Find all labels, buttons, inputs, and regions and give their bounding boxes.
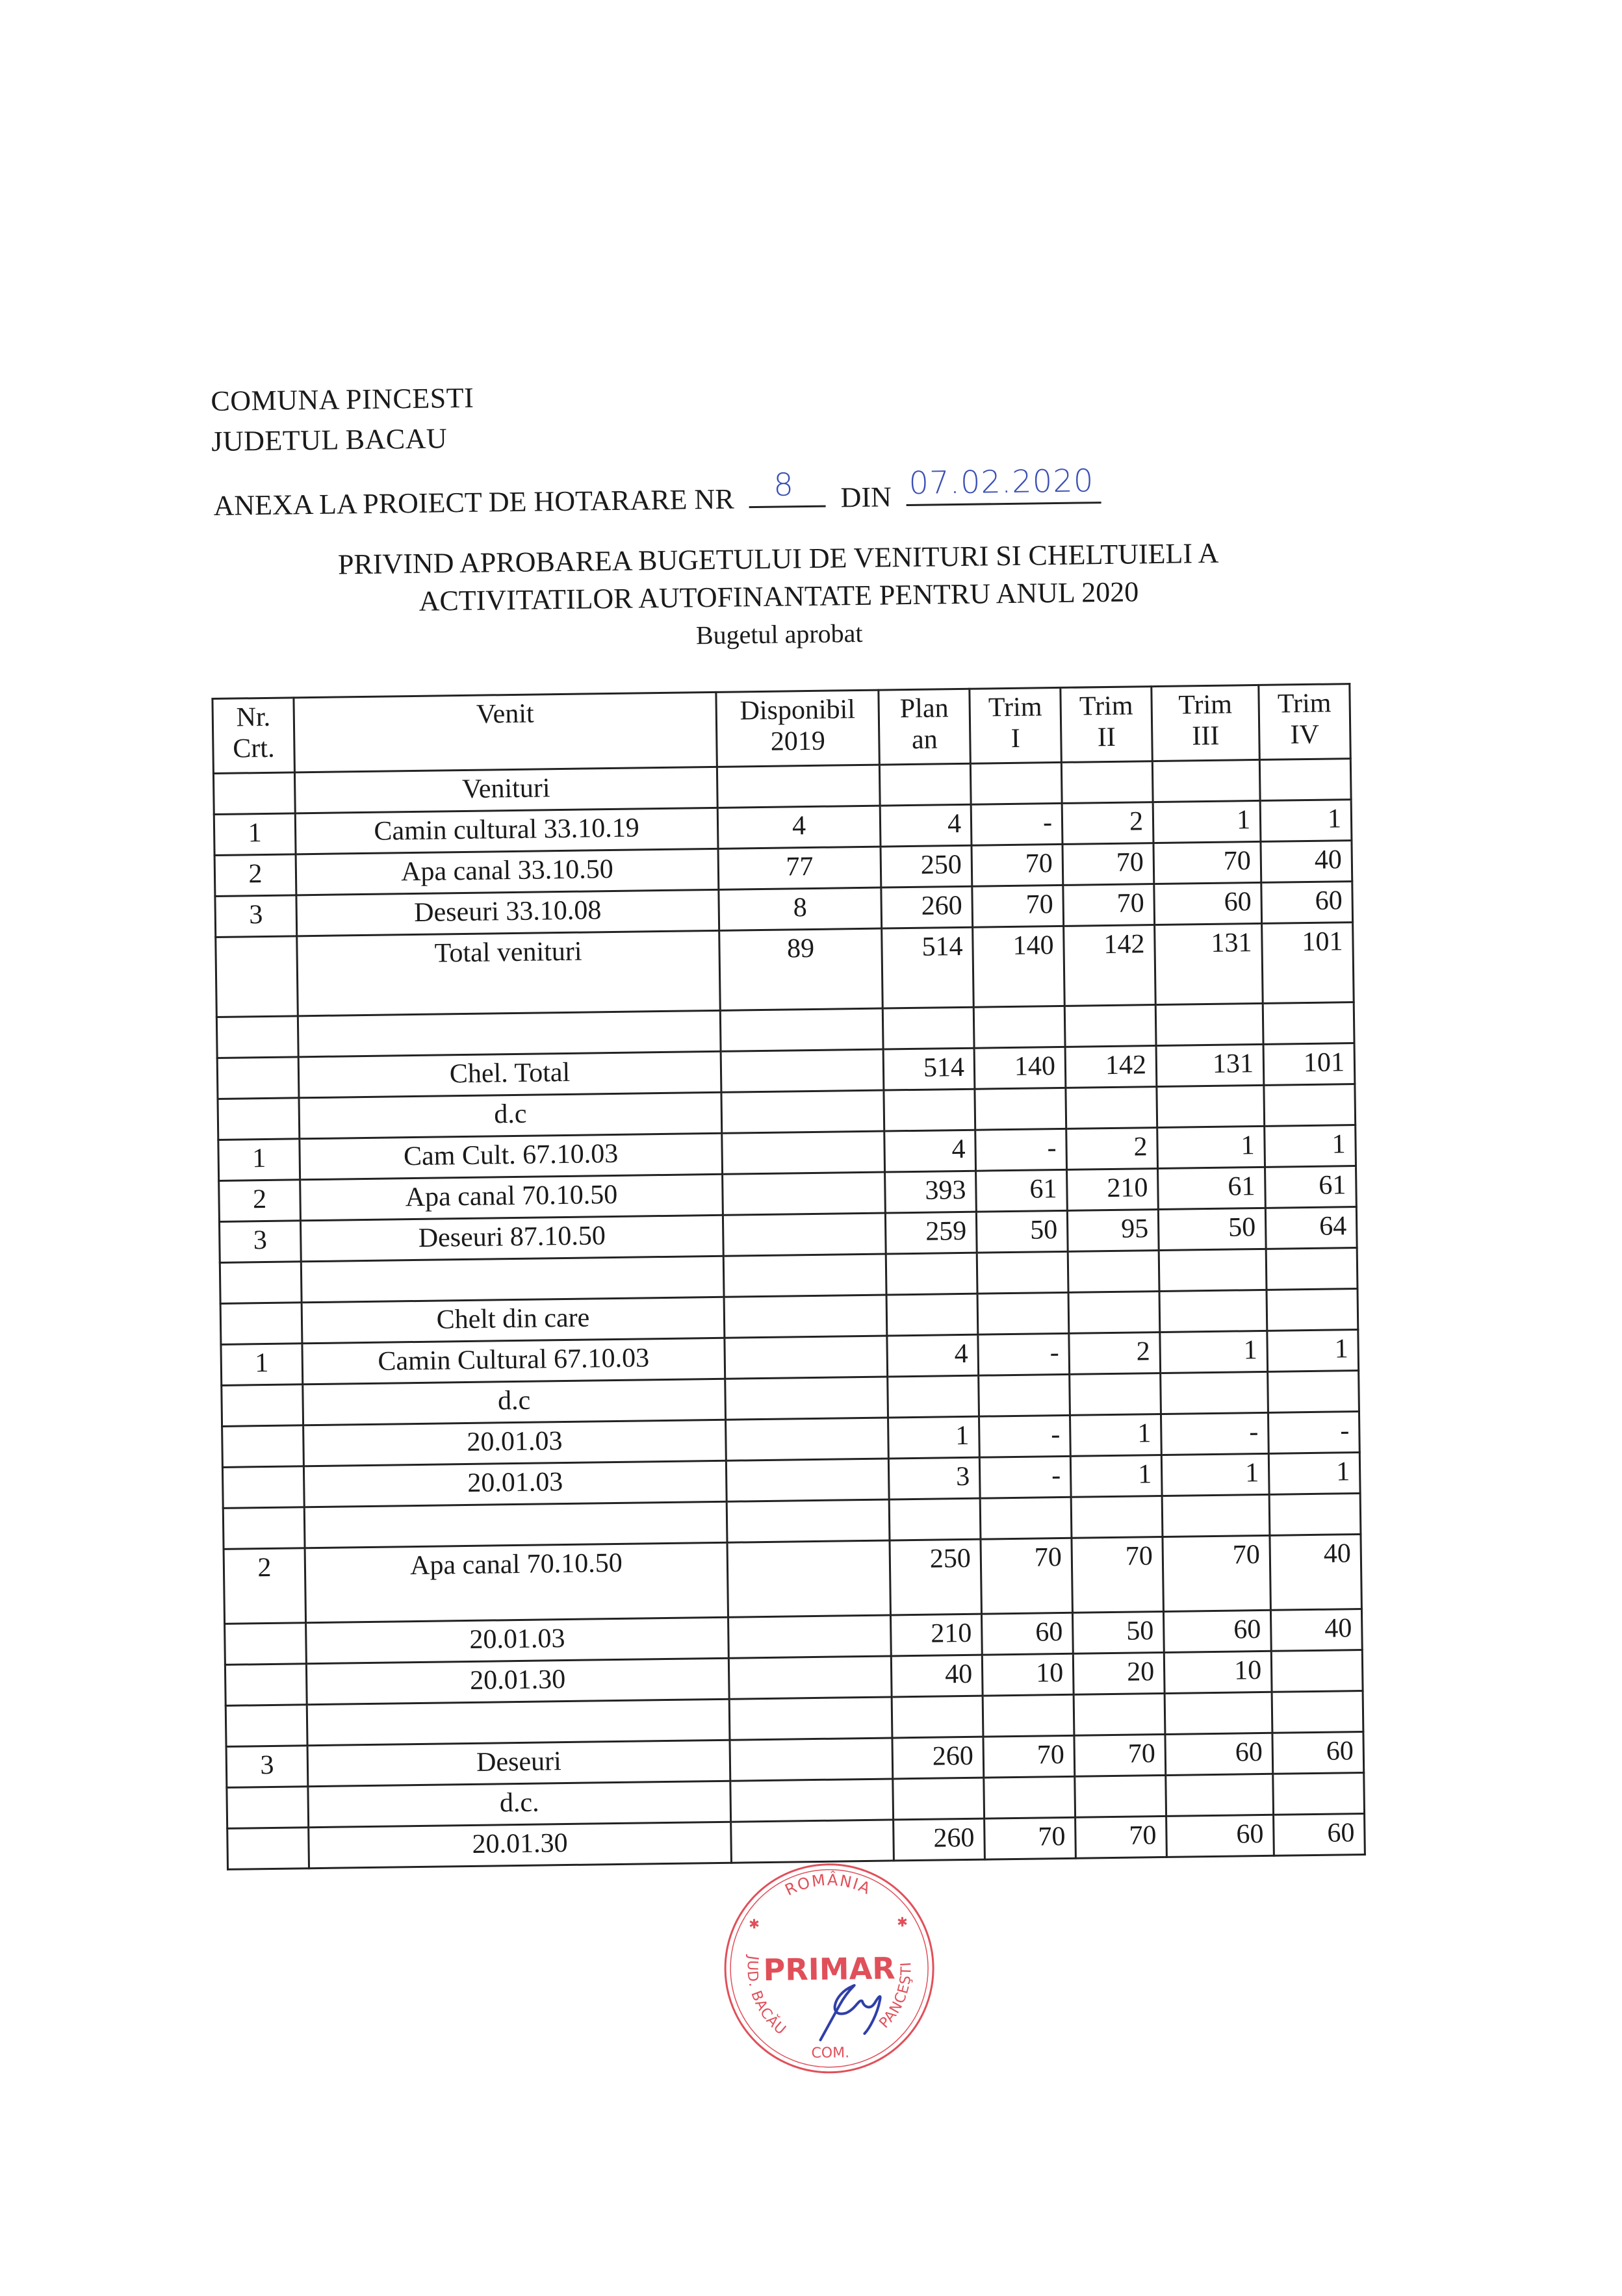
header-line-2: III bbox=[1192, 721, 1220, 752]
trim-4-cell bbox=[1263, 1002, 1354, 1045]
nr-crt-cell: 2 bbox=[219, 1180, 301, 1222]
label-cell: d.c. bbox=[308, 1781, 731, 1828]
trim-4-cell: 60 bbox=[1261, 882, 1353, 924]
plan-an-cell bbox=[879, 763, 971, 806]
header-plan-an bbox=[879, 689, 970, 765]
trim-2-cell bbox=[1066, 1087, 1157, 1129]
disponibil-cell bbox=[728, 1615, 892, 1658]
trim-3-cell: 1 bbox=[1161, 1453, 1269, 1496]
nr-crt-cell bbox=[216, 936, 298, 1017]
disponibil-cell bbox=[723, 1254, 886, 1297]
trim-2-cell: 2 bbox=[1066, 1128, 1158, 1170]
nr-crt-cell bbox=[213, 772, 295, 815]
trim-2-cell: 70 bbox=[1063, 884, 1155, 926]
nr-crt-cell bbox=[227, 1828, 309, 1870]
plan-an-cell bbox=[884, 1089, 975, 1131]
nr-crt-cell bbox=[225, 1623, 307, 1665]
mayor-signature bbox=[819, 1985, 881, 2040]
trim-3-cell: 1 bbox=[1160, 1331, 1268, 1373]
plan-an-cell bbox=[892, 1696, 983, 1738]
plan-an-cell: 250 bbox=[881, 845, 972, 887]
trim-2-cell: 50 bbox=[1072, 1611, 1164, 1653]
document-subtitle: Bugetul aprobat bbox=[695, 618, 863, 650]
handwritten-date: 07.02.2020 bbox=[908, 463, 1094, 502]
label-cell: Venituri bbox=[294, 767, 717, 813]
trim-4-cell: 1 bbox=[1265, 1125, 1356, 1167]
disponibil-cell bbox=[729, 1697, 892, 1740]
stamp-top-text: ROMÂNIA bbox=[782, 1870, 875, 1900]
disponibil-cell bbox=[725, 1377, 888, 1420]
trim-4-cell: 61 bbox=[1265, 1166, 1357, 1208]
label-cell bbox=[301, 1256, 724, 1303]
header-disponibil bbox=[716, 690, 879, 767]
trim-2-cell bbox=[1074, 1693, 1165, 1735]
disponibil-cell bbox=[726, 1418, 889, 1461]
plan-an-cell: 393 bbox=[885, 1171, 977, 1213]
trim-3-cell bbox=[1159, 1290, 1267, 1332]
trim-4-cell: 1 bbox=[1267, 1330, 1359, 1372]
disponibil-cell bbox=[723, 1172, 886, 1215]
trim-1-cell: 140 bbox=[974, 1047, 1066, 1089]
label-cell: 20.01.03 bbox=[303, 1420, 727, 1466]
trim-4-cell bbox=[1266, 1248, 1358, 1290]
nr-crt-cell: 2 bbox=[224, 1548, 305, 1624]
trim-1-cell bbox=[980, 1497, 1072, 1539]
label-cell: Deseuri 87.10.50 bbox=[300, 1215, 723, 1262]
annex-prefix: ANEXA LA PROIECT DE HOTARARE NR bbox=[213, 483, 734, 522]
trim-4-cell: 1 bbox=[1260, 800, 1352, 842]
plan-an-cell bbox=[893, 1778, 985, 1820]
label-cell: Camin Cultural 67.10.03 bbox=[302, 1338, 725, 1384]
disponibil-cell bbox=[722, 1131, 885, 1174]
stamp-star-right: ✱ bbox=[897, 1915, 908, 1930]
decision-number-field bbox=[749, 466, 826, 509]
trim-3-cell: 131 bbox=[1155, 923, 1263, 1004]
trim-1-cell bbox=[977, 1251, 1068, 1294]
label-cell: 20.01.30 bbox=[306, 1658, 729, 1705]
trim-4-cell: 60 bbox=[1272, 1731, 1364, 1774]
trim-3-cell: 131 bbox=[1156, 1044, 1264, 1086]
trim-4-cell bbox=[1272, 1690, 1363, 1733]
plan-an-cell: 3 bbox=[888, 1457, 980, 1499]
header-line-1: Trim bbox=[988, 692, 1042, 723]
trim-4-cell bbox=[1271, 1650, 1363, 1692]
trim-2-cell: 2 bbox=[1069, 1333, 1161, 1375]
disponibil-cell bbox=[717, 765, 880, 808]
trim-3-cell: 60 bbox=[1166, 1815, 1274, 1857]
nr-crt-cell bbox=[225, 1705, 307, 1747]
disponibil-cell bbox=[721, 1049, 884, 1092]
trim-4-cell: 40 bbox=[1261, 841, 1352, 883]
trim-2-cell: 1 bbox=[1070, 1455, 1162, 1498]
disponibil-cell bbox=[720, 1008, 883, 1051]
trim-2-cell: 70 bbox=[1075, 1816, 1167, 1858]
plan-an-cell bbox=[888, 1375, 979, 1418]
trim-4-cell: 101 bbox=[1263, 1043, 1355, 1086]
plan-an-cell: 260 bbox=[894, 1818, 985, 1861]
trim-1-cell: 10 bbox=[982, 1653, 1074, 1696]
plan-an-cell: 260 bbox=[881, 886, 973, 928]
trim-4-cell bbox=[1269, 1494, 1361, 1536]
trim-4-cell bbox=[1268, 1371, 1359, 1413]
trim-3-cell bbox=[1152, 759, 1260, 802]
trim-2-cell bbox=[1070, 1373, 1161, 1416]
annex-line bbox=[213, 463, 1101, 524]
nr-crt-cell bbox=[222, 1466, 304, 1509]
nr-crt-cell bbox=[218, 1098, 300, 1140]
nr-crt-cell bbox=[222, 1425, 304, 1468]
trim-4-cell: 40 bbox=[1270, 1609, 1362, 1651]
nr-crt-cell bbox=[222, 1384, 303, 1427]
header-line-2: an bbox=[911, 724, 938, 755]
trim-2-cell bbox=[1061, 761, 1153, 804]
label-cell: Deseuri 33.10.08 bbox=[296, 889, 719, 936]
trim-2-cell: 2 bbox=[1062, 802, 1153, 845]
trim-1-cell bbox=[983, 1694, 1074, 1737]
nr-crt-cell: 1 bbox=[218, 1139, 300, 1181]
plan-an-cell: 260 bbox=[892, 1737, 984, 1779]
plan-an-cell: 250 bbox=[890, 1539, 981, 1615]
label-cell: Apa canal 70.10.50 bbox=[300, 1174, 723, 1221]
header-trim-2 bbox=[1061, 687, 1152, 763]
label-cell bbox=[304, 1501, 727, 1548]
plan-an-cell: 4 bbox=[884, 1130, 976, 1172]
stamp-left-text: JUD. BACĂU bbox=[743, 1954, 790, 2039]
commune-name: COMUNA PINCESTI bbox=[211, 381, 474, 418]
nr-crt-cell bbox=[216, 1016, 298, 1058]
document-title-line2: ACTIVITATILOR AUTOFINANTATE PENTRU ANUL 2020 bbox=[418, 576, 1139, 617]
header-line-1: Nr. bbox=[236, 702, 271, 733]
trim-2-cell: 70 bbox=[1074, 1734, 1166, 1776]
label-cell bbox=[298, 1010, 721, 1057]
trim-3-cell bbox=[1161, 1371, 1268, 1414]
nr-crt-cell: 2 bbox=[214, 854, 296, 897]
trim-1-cell: 70 bbox=[981, 1538, 1072, 1614]
trim-1-cell: 70 bbox=[972, 885, 1064, 927]
trim-2-cell: 20 bbox=[1073, 1652, 1165, 1694]
label-cell: Chelt din care bbox=[302, 1297, 725, 1344]
label-cell: Apa canal 33.10.50 bbox=[296, 848, 719, 895]
plan-an-cell: 514 bbox=[883, 1048, 975, 1090]
disponibil-cell bbox=[730, 1779, 894, 1822]
nr-crt-cell bbox=[220, 1303, 302, 1345]
trim-2-cell: 210 bbox=[1067, 1169, 1159, 1211]
trim-3-cell: 1 bbox=[1153, 800, 1261, 843]
county-name: JUDETUL BACAU bbox=[211, 422, 448, 458]
plan-an-cell bbox=[886, 1294, 978, 1336]
stamp-right-text: PANCEŞTI bbox=[876, 1961, 915, 2032]
header-venit: Venit bbox=[294, 692, 717, 772]
disponibil-cell: 89 bbox=[719, 928, 883, 1010]
trim-1-cell: - bbox=[979, 1415, 1070, 1457]
plan-an-cell: 4 bbox=[887, 1334, 979, 1377]
trim-3-cell bbox=[1157, 1085, 1265, 1127]
trim-1-cell: 70 bbox=[972, 844, 1063, 886]
header-nr-crt bbox=[212, 698, 294, 774]
trim-3-cell bbox=[1166, 1774, 1274, 1816]
trim-3-cell: 61 bbox=[1158, 1167, 1266, 1209]
label-cell: d.c bbox=[299, 1092, 722, 1139]
label-cell: Chel. Total bbox=[298, 1051, 721, 1098]
plan-an-cell: 210 bbox=[890, 1614, 982, 1656]
document-title-line1: PRIVIND APROBAREA BUGETULUI DE VENITURI SI CHELTUIELI A bbox=[337, 537, 1219, 581]
trim-1-cell: 61 bbox=[976, 1169, 1068, 1212]
header-line-2: 2019 bbox=[770, 726, 826, 757]
trim-4-cell bbox=[1267, 1289, 1358, 1331]
label-cell: Total venituri bbox=[297, 930, 721, 1015]
din-label: DIN bbox=[840, 481, 892, 514]
trim-3-cell bbox=[1165, 1692, 1272, 1734]
trim-2-cell bbox=[1075, 1775, 1166, 1817]
header-line-1: Trim bbox=[1178, 689, 1233, 721]
trim-4-cell bbox=[1264, 1084, 1356, 1127]
plan-an-cell bbox=[886, 1253, 977, 1295]
trim-1-cell bbox=[973, 1006, 1065, 1048]
trim-1-cell bbox=[977, 1292, 1069, 1334]
trim-2-cell bbox=[1068, 1251, 1159, 1293]
trim-1-cell bbox=[984, 1776, 1075, 1818]
table-row bbox=[216, 923, 1354, 1017]
nr-crt-cell: 3 bbox=[219, 1221, 301, 1263]
stamp-star-left: ✱ bbox=[749, 1917, 760, 1932]
header-line-1: Trim bbox=[1079, 691, 1133, 722]
trim-1-cell: - bbox=[971, 803, 1062, 845]
disponibil-cell bbox=[727, 1499, 890, 1542]
disponibil-cell bbox=[728, 1656, 892, 1699]
trim-1-cell: - bbox=[978, 1333, 1070, 1375]
trim-3-cell: 1 bbox=[1157, 1126, 1265, 1168]
trim-2-cell: 1 bbox=[1070, 1414, 1161, 1457]
trim-1-cell: 50 bbox=[976, 1210, 1068, 1253]
nr-crt-cell: 3 bbox=[226, 1746, 308, 1788]
plan-an-cell bbox=[882, 1007, 974, 1049]
trim-3-cell: 60 bbox=[1163, 1610, 1271, 1652]
trim-2-cell bbox=[1064, 1005, 1156, 1047]
nr-crt-cell bbox=[227, 1787, 309, 1829]
plan-an-cell bbox=[889, 1498, 981, 1540]
trim-2-cell: 95 bbox=[1067, 1210, 1159, 1252]
disponibil-cell bbox=[725, 1336, 888, 1379]
trim-2-cell bbox=[1068, 1292, 1160, 1334]
disponibil-cell: 77 bbox=[718, 847, 881, 889]
label-cell: Camin cultural 33.10.19 bbox=[295, 808, 718, 854]
nr-crt-cell bbox=[220, 1262, 302, 1304]
table-header-row bbox=[212, 684, 1350, 774]
disponibil-cell: 4 bbox=[717, 806, 881, 848]
trim-3-cell: 70 bbox=[1153, 841, 1261, 884]
trim-2-cell: 142 bbox=[1065, 1046, 1157, 1088]
trim-3-cell: 50 bbox=[1158, 1208, 1266, 1250]
label-cell bbox=[307, 1699, 730, 1746]
nr-crt-cell: 1 bbox=[221, 1344, 303, 1386]
trim-3-cell: 70 bbox=[1163, 1535, 1270, 1611]
disponibil-cell bbox=[724, 1295, 887, 1338]
header-line-1: Disponibil bbox=[740, 695, 856, 726]
trim-4-cell: - bbox=[1268, 1412, 1359, 1454]
trim-1-cell: 140 bbox=[973, 926, 1065, 1007]
trim-3-cell bbox=[1162, 1494, 1270, 1537]
stamp-bottom-text: COM. bbox=[811, 2045, 850, 2062]
nr-crt-cell: 1 bbox=[214, 813, 296, 856]
nr-crt-cell bbox=[217, 1057, 299, 1099]
nr-crt-cell bbox=[225, 1664, 307, 1706]
mayor-stamp bbox=[714, 1853, 945, 2084]
trim-1-cell: - bbox=[975, 1129, 1067, 1171]
header-trim-4 bbox=[1259, 684, 1350, 760]
label-cell: Apa canal 70.10.50 bbox=[305, 1542, 728, 1622]
disponibil-cell bbox=[723, 1213, 886, 1256]
trim-1-cell: 60 bbox=[981, 1613, 1073, 1655]
label-cell: d.c bbox=[303, 1379, 726, 1425]
disponibil-cell bbox=[730, 1738, 893, 1781]
label-cell: Cam Cult. 67.10.03 bbox=[300, 1133, 723, 1180]
budget-table bbox=[211, 683, 1365, 1870]
plan-an-cell: 514 bbox=[882, 927, 974, 1008]
header-trim-3 bbox=[1152, 685, 1259, 761]
trim-4-cell: 1 bbox=[1268, 1453, 1360, 1495]
label-cell: Deseuri bbox=[307, 1740, 730, 1787]
trim-4-cell: 40 bbox=[1270, 1535, 1361, 1611]
trim-1-cell bbox=[970, 762, 1062, 804]
trim-2-cell: 142 bbox=[1064, 925, 1156, 1006]
trim-1-cell: - bbox=[979, 1456, 1071, 1498]
header-line-2: I bbox=[1011, 723, 1021, 754]
header-line-2: IV bbox=[1290, 719, 1320, 750]
header-line-1: Plan bbox=[899, 693, 949, 724]
trim-4-cell: 101 bbox=[1262, 923, 1354, 1004]
trim-1-cell: 70 bbox=[985, 1817, 1076, 1859]
disponibil-cell bbox=[727, 1540, 890, 1617]
label-cell: 20.01.03 bbox=[306, 1617, 729, 1664]
trim-3-cell: - bbox=[1161, 1412, 1268, 1455]
trim-3-cell bbox=[1159, 1249, 1267, 1291]
plan-an-cell: 1 bbox=[888, 1416, 980, 1459]
trim-4-cell bbox=[1259, 759, 1351, 801]
nr-crt-cell bbox=[223, 1507, 305, 1550]
nr-crt-cell: 3 bbox=[215, 895, 297, 938]
trim-3-cell: 60 bbox=[1154, 882, 1262, 925]
plan-an-cell: 4 bbox=[880, 804, 972, 847]
plan-an-cell: 40 bbox=[891, 1655, 983, 1697]
stamp-center-text: PRIMAR bbox=[763, 1950, 895, 1988]
disponibil-cell bbox=[721, 1090, 884, 1133]
trim-1-cell bbox=[979, 1374, 1070, 1416]
decision-date-field bbox=[906, 463, 1101, 506]
trim-4-cell bbox=[1273, 1772, 1365, 1815]
handwritten-number: 8 bbox=[773, 466, 794, 504]
header-line-1: Trim bbox=[1277, 688, 1332, 719]
header-line-2: II bbox=[1097, 722, 1116, 753]
trim-3-cell: 10 bbox=[1164, 1651, 1272, 1693]
trim-2-cell bbox=[1071, 1496, 1163, 1538]
trim-1-cell: 70 bbox=[983, 1735, 1075, 1778]
trim-3-cell: 60 bbox=[1165, 1733, 1273, 1775]
trim-4-cell: 64 bbox=[1265, 1207, 1357, 1249]
trim-1-cell bbox=[975, 1088, 1066, 1130]
trim-2-cell: 70 bbox=[1062, 843, 1154, 886]
trim-3-cell bbox=[1155, 1003, 1263, 1045]
trim-2-cell: 70 bbox=[1072, 1537, 1163, 1613]
label-cell: 20.01.03 bbox=[303, 1461, 727, 1507]
header-line-2: Crt. bbox=[233, 733, 275, 764]
trim-4-cell: 60 bbox=[1274, 1813, 1365, 1856]
header-trim-1 bbox=[970, 687, 1061, 763]
table-row bbox=[224, 1535, 1361, 1624]
disponibil-cell: 8 bbox=[719, 887, 882, 930]
label-cell: 20.01.30 bbox=[309, 1822, 732, 1869]
plan-an-cell: 259 bbox=[885, 1212, 977, 1254]
disponibil-cell bbox=[726, 1459, 889, 1501]
